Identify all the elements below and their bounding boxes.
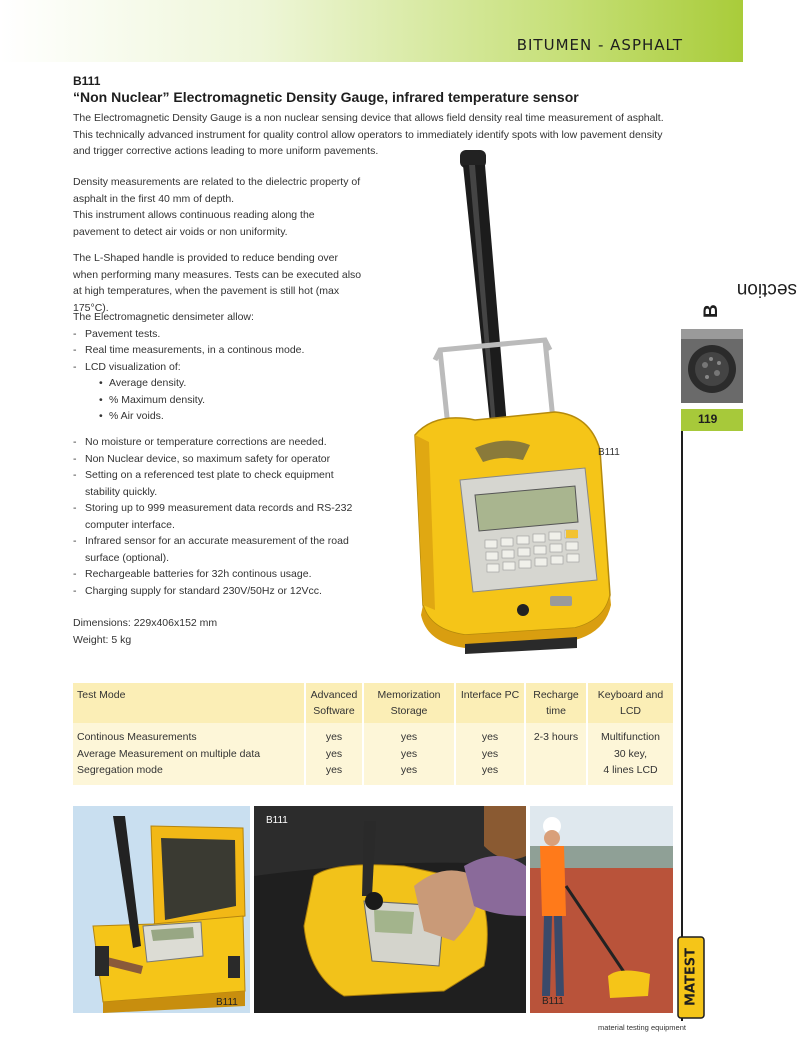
recharge-cell: 2-3 hours xyxy=(525,723,587,785)
density-gauge-illustration xyxy=(405,150,620,655)
section-tab xyxy=(683,222,797,322)
table-header-row xyxy=(73,683,673,723)
list-item: • % Air voids. xyxy=(99,408,363,425)
list-item: • Average density. xyxy=(99,375,363,392)
page-number: 119 xyxy=(698,412,718,426)
list-item xyxy=(73,359,363,425)
cell-value: yes xyxy=(325,731,343,743)
list-item: • % Maximum density. xyxy=(99,392,363,409)
handle-paragraph: The L-Shaped handle is provided to reduce bending over when performing many measures. Tests can be executed also at high temperatures, when the pavement is still hot (max 175°C). xyxy=(73,252,362,314)
footer-tagline: material testing equipment xyxy=(598,1023,686,1032)
list-item: - Charging supply for standard 230V/50Hz or 12Vcc. xyxy=(73,583,363,600)
interface-cell xyxy=(455,723,525,785)
list-item: - Storing up to 999 measurement data records and RS-232 computer interface. xyxy=(73,500,363,533)
cell-value: yes xyxy=(325,747,343,760)
brand-text: MATEST xyxy=(683,948,699,1006)
test-mode: Segregation mode xyxy=(77,764,163,776)
cell-value: 4 lines LCD xyxy=(603,764,658,776)
matest-logo xyxy=(676,935,706,1020)
device-label: B111 xyxy=(598,447,620,458)
section-letter: B xyxy=(701,304,722,318)
density-text-b: This instrument allows continuous reading along the pavement to detect air voids or non uniformity. xyxy=(73,209,315,238)
photo-label: B111 xyxy=(542,996,564,1007)
section-label xyxy=(701,279,797,318)
table-row xyxy=(73,723,673,785)
header-keyboard-lcd: Keyboard and LCD xyxy=(587,683,673,723)
spec-table xyxy=(73,683,673,785)
cell-value: yes xyxy=(400,764,418,776)
list-item: - Setting on a referenced test plate to check equipment stability quickly. xyxy=(73,467,363,500)
section-word: section xyxy=(736,279,797,300)
density-text-a: Density measurements are related to the dielectric property of asphalt in the first 40 mm of depth. xyxy=(73,176,361,205)
page-category-title: BITUMEN - ASPHALT xyxy=(516,36,683,54)
test-mode: Average Measurement on multiple data xyxy=(77,747,261,760)
photo-field-use xyxy=(254,806,526,1013)
cell-value: yes xyxy=(400,731,418,743)
product-title: “Non Nuclear” Electromagnetic Density Gauge, infrared temperature sensor xyxy=(73,89,579,105)
side-divider-line xyxy=(681,431,683,1021)
list-item: - No moisture or temperature corrections are needed. xyxy=(73,434,363,451)
section-thumbnail-image xyxy=(681,329,743,403)
features-list xyxy=(73,434,363,599)
list-item: - Infrared sensor for an accurate measurement of the road surface (optional). xyxy=(73,533,363,566)
cell-value: 30 key, xyxy=(613,747,648,760)
cell-value: yes xyxy=(481,764,499,776)
header-interface-pc: Interface PC xyxy=(455,683,525,723)
allow-list xyxy=(73,326,363,425)
keyboard-cell xyxy=(587,723,673,785)
list-item: - Pavement tests. xyxy=(73,326,363,343)
photo-label: B111 xyxy=(266,815,288,826)
lcd-list xyxy=(85,375,363,425)
allow-section xyxy=(73,309,363,425)
advanced-software-cell xyxy=(305,723,363,785)
photo-label: B111 xyxy=(216,997,238,1008)
test-mode: Continous Measurements xyxy=(77,731,197,743)
density-paragraph xyxy=(73,174,363,240)
product-intro: The Electromagnetic Density Gauge is a non nuclear sensing device that allows field density real time measurement of asphalt. This technically advanced instrument for quality control allow operators to immediately identify spots with low pavement density and trigger corrective actions leading to more uniform pavements. xyxy=(73,112,664,157)
photo-operator xyxy=(530,806,673,1013)
header-memorization-storage: Memorization Storage xyxy=(363,683,455,723)
dimensions: Dimensions: 229x406x152 mm xyxy=(73,617,218,629)
cell-value: yes xyxy=(481,747,499,760)
list-item: - Real time measurements, in a continous mode. xyxy=(73,342,363,359)
photo-carry-case xyxy=(73,806,250,1013)
cell-value: yes xyxy=(400,747,418,760)
dimensions-block xyxy=(73,615,363,648)
header-recharge-time: Recharge time xyxy=(525,683,587,723)
product-code: B111 xyxy=(73,74,101,88)
memorization-cell xyxy=(363,723,455,785)
test-mode-cell xyxy=(73,723,305,785)
list-item: - Non Nuclear device, so maximum safety for operator xyxy=(73,451,363,468)
allow-intro: The Electromagnetic densimeter allow: xyxy=(73,311,254,323)
cell-value: Multifunction xyxy=(601,731,660,743)
cell-value: yes xyxy=(325,764,343,776)
weight: Weight: 5 kg xyxy=(73,633,132,646)
header-test-mode: Test Mode xyxy=(73,683,305,723)
list-item: - Rechargeable batteries for 32h continous usage. xyxy=(73,566,363,583)
cell-value: yes xyxy=(481,731,499,743)
header-advanced-software: Advanced Software xyxy=(305,683,363,723)
list-item-text: LCD visualization of: xyxy=(85,360,181,373)
